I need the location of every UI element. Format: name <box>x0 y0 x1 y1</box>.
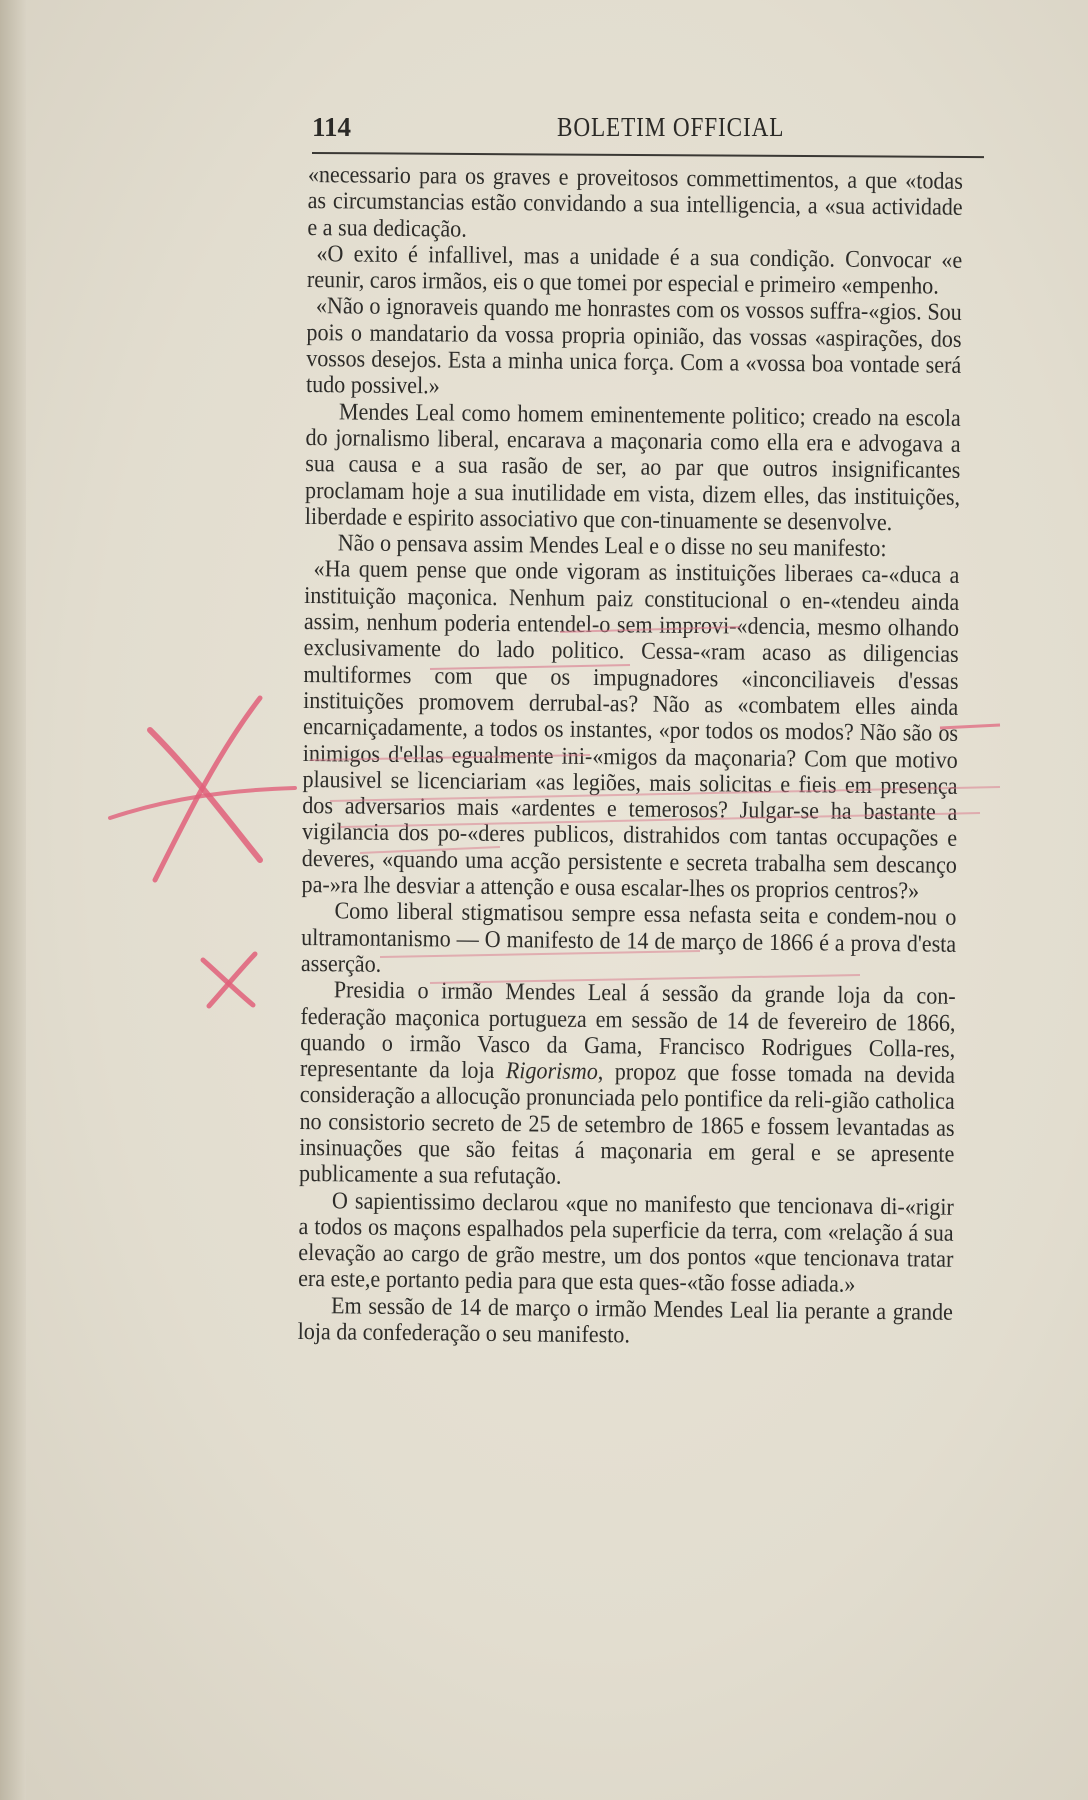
lodge-name: Rigorismo <box>505 1058 598 1086</box>
paragraph-2: «O exito é infallivel, mas a unidade é a sua condição. Convocar «e reunir, caros irmãos, eis o que tomei por especial e primeiro «empenho. <box>306 240 963 300</box>
page-binding-edge <box>0 0 26 1800</box>
paragraph-9: O sapientissimo declarou «que no manifesto que tencionava di-«rigir a todos os maçons espalhados pela superficie da terra, com «relação á sua elevação ao cargo de grão mestre, um dos pontos «que tencionava tratar era este,e portanto pedia para que esta ques-«tão fosse adiada.» <box>298 1187 954 1299</box>
page-header <box>312 108 982 148</box>
page-number: 114 <box>312 112 352 142</box>
header-rule <box>312 152 984 158</box>
pencil-x-mark-small <box>195 950 265 1010</box>
paragraph-7: Como liberal stigmatisou sempre essa nefasta seita e condem-nou o ultramontanismo — O manifesto de 14 de março de 1866 é a prova d'esta asserção. <box>300 898 957 978</box>
paragraph-6-quote: «Ha quem pense que onde vigoram as instituições liberaes ca-«duca a instituição maçonica. Nenhum paiz constitucional o en-«tendeu ainda assim, nenhum poderia entendel-o sem improvi-«dencia, mesmo olhando exclusivamente do lado politico. Cessa-«ram acaso as diligencias multiformes com que os impugnadores «inconciliaveis d'essas instituições promovem derrubal-as? Não as «combatem elles ainda encarniçadamente, a todos os instantes, «por todos os modos? Não são os inimigos d'ellas egualmente ini-«migos da maçonaria? Com que motivo plausivel se licenciariam «as legiões, mais solicitas e fieis em presença dos adversarios mais «ardentes e temerosos? Julgar-se ha bastante a vigilancia dos po-«deres publicos, distrahidos com tantas occupações e deveres, «quando uma acção persistente e secreta trabalha sem descanço pa-»ra lhe desviar a attenção e ousa escalar-lhes os proprios centros?» <box>301 556 960 905</box>
running-head-title: BOLETIM OFFICIAL <box>557 112 785 142</box>
paragraph-8-part-1: Presidia o irmão Mendes Leal á sessão da grande loja da con-federação maçonica portugueza em sessão de 14 de fevereiro de 1866, quando o irmão Vasco da Gama, Francisco Rodrigues Colla-res, representante da loja <box>299 977 956 1085</box>
paragraph-8-part-2: , propoz que fosse tomada na devida consideração a allocução pronunciada pelo pontifice da reli-gião catholica no consistorio secreto de 25 de setembro de 1865 e fossem levantadas as insinuações que são feitas á maçonaria em geral e se apresente publicamente a sua refutação. <box>298 1059 956 1190</box>
pencil-x-mark-large <box>100 690 300 890</box>
paragraph-8 <box>299 977 956 1194</box>
paragraph-4: Mendes Leal como homem eminentemente politico; creado na escola do jornalismo liberal, encarava a maçonaria como ella era e advogava a sua causa e a sua rasão de ser, ao par que outros insignificantes proclamam hoje a sua inutilidade em vista, dizem elles, das instituições, liberdade e espirito associativo que con-tinuamente se desenvolve. <box>304 399 961 536</box>
paragraph-3: «Não o ignoraveis quando me honrastes com os vossos suffra-«gios. Sou pois o mandatario da vossa propria opinião, das vossas «aspirações, dos vossos desejos. Esta a minha unica força. Com a «vossa boa vontade será tudo possivel.» <box>305 293 962 400</box>
paragraph-5: Não o pensava assim Mendes Leal e o disse no seu manifesto: <box>337 530 887 563</box>
paragraph-10: Em sessão de 14 de março o irmão Mendes Leal lia perante a grande loja da confederação o seu manifesto. <box>297 1293 954 1349</box>
body-text <box>298 162 963 1352</box>
paragraph-1: «necessario para os graves e proveitosos commettimentos, a que «todas as circumstancias estão convidando a sua intelligencia, a «sua actividade e a sua dedicação. <box>307 162 964 243</box>
